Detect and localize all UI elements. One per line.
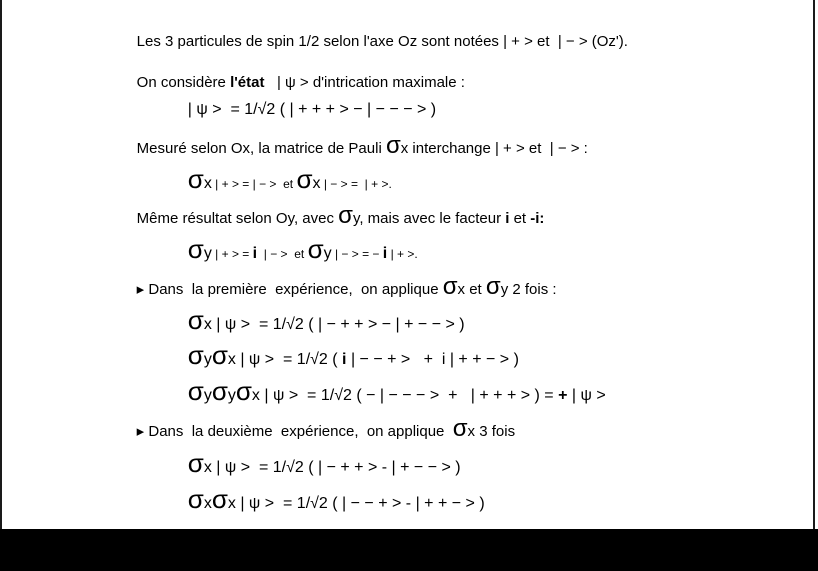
page-left-edge	[0, 0, 2, 530]
ket-expression: | + > =	[211, 247, 253, 261]
sigma-symbol: σ	[187, 376, 204, 406]
ket-expression: | − > et	[257, 247, 308, 261]
state-intro-pre: On considère	[136, 74, 231, 91]
sigma-subscript: x	[203, 495, 212, 512]
sigma-subscript: y	[203, 245, 212, 262]
state-expression: | − − + > + i | + + − > )	[346, 351, 519, 368]
experiment-1-pre: ▸ Dans la première expérience, on applique	[136, 281, 443, 298]
sigma-symbol: σ	[187, 305, 204, 335]
state-expression: | ψ > = 1/√2 (	[235, 351, 343, 368]
ket-expression: | − > = | + >.	[320, 177, 392, 191]
sigma-subscript: x	[203, 459, 212, 476]
factor-i: i	[505, 210, 510, 227]
experiment-2-pre: ▸ Dans la deuxième expérience, on applique	[136, 423, 453, 440]
state-intro-post: | ψ > d'intrication maximale :	[264, 74, 465, 91]
sigma-subscript: x	[203, 316, 212, 333]
sigma-symbol: σ	[338, 202, 353, 229]
experiment-2-post: x 3 fois	[467, 423, 516, 440]
sigma-symbol: σ	[187, 164, 204, 194]
bottom-black-bar	[0, 529, 818, 571]
sigma-symbol: σ	[452, 415, 468, 442]
sigma-subscript: x	[203, 175, 212, 192]
sigma-symbol: σ	[296, 164, 313, 194]
sigma-symbol: σ	[187, 234, 204, 264]
factor-i: i	[252, 245, 258, 262]
state-intro-bold: l'état	[230, 74, 265, 91]
sigma-symbol: σ	[187, 484, 204, 514]
pauli-y-and: et	[509, 210, 531, 227]
state-expression: | ψ > = 1/√2 ( − | − − − > + | + + + > ) =	[259, 387, 559, 404]
state-expression: | ψ >	[567, 387, 606, 404]
state-expression: | ψ > = 1/√2 ( | − + + > - | + − − > )	[211, 459, 461, 476]
factor-i: i	[382, 245, 388, 262]
ket-expression: | + >.	[387, 247, 418, 261]
sigma-subscript: x	[227, 495, 236, 512]
pauli-x-post: x interchange | + > et | − > :	[400, 140, 588, 157]
factor-i: i	[342, 351, 347, 368]
sigma-subscript: x	[251, 387, 260, 404]
plus-sign: +	[558, 387, 568, 404]
pauli-y-pre: Même résultat selon Oy, avec	[136, 210, 339, 227]
sigma-symbol: σ	[235, 376, 252, 406]
sigma-symbol: σ	[211, 376, 228, 406]
sigma-subscript: y	[323, 245, 332, 262]
sigma-symbol: σ	[442, 273, 458, 300]
experiment-1-mid: x et	[457, 281, 486, 298]
sigma-subscript: y	[227, 387, 236, 404]
sigma-symbol: σ	[187, 340, 204, 370]
ket-expression: | + > = | − > et	[211, 177, 297, 191]
intro-text: Les 3 particules de spin 1/2 selon l'axe Oz sont notées | + > et | − > (Oz').	[136, 33, 628, 50]
sigma-symbol: σ	[307, 234, 324, 264]
state-expression: | ψ > = 1/√2 ( | − + + > − | + − − > )	[211, 316, 465, 333]
sigma-subscript: x	[312, 175, 321, 192]
sigma-symbol: σ	[485, 273, 501, 300]
pauli-y-mid: y, mais avec le facteur	[352, 210, 506, 227]
pauli-x-pre: Mesuré selon Ox, la matrice de Pauli	[136, 140, 386, 157]
sigma-symbol: σ	[385, 132, 401, 159]
ket-expression: | − > = −	[331, 247, 383, 261]
factor-minus-i: -i:	[530, 210, 545, 227]
page-right-edge	[813, 0, 815, 530]
sigma-symbol: σ	[211, 484, 228, 514]
sigma-subscript: y	[203, 351, 212, 368]
sigma-subscript: x	[227, 351, 236, 368]
sigma-symbol: σ	[211, 340, 228, 370]
sigma-symbol: σ	[187, 448, 204, 478]
sigma-subscript: y	[203, 387, 212, 404]
experiment-1-post: y 2 fois :	[500, 281, 557, 298]
psi-definition-text: | ψ > = 1/√2 ( | + + + > − | − − − > )	[187, 101, 437, 118]
state-expression: | ψ > = 1/√2 ( | − − + > - | + + − > )	[235, 495, 485, 512]
